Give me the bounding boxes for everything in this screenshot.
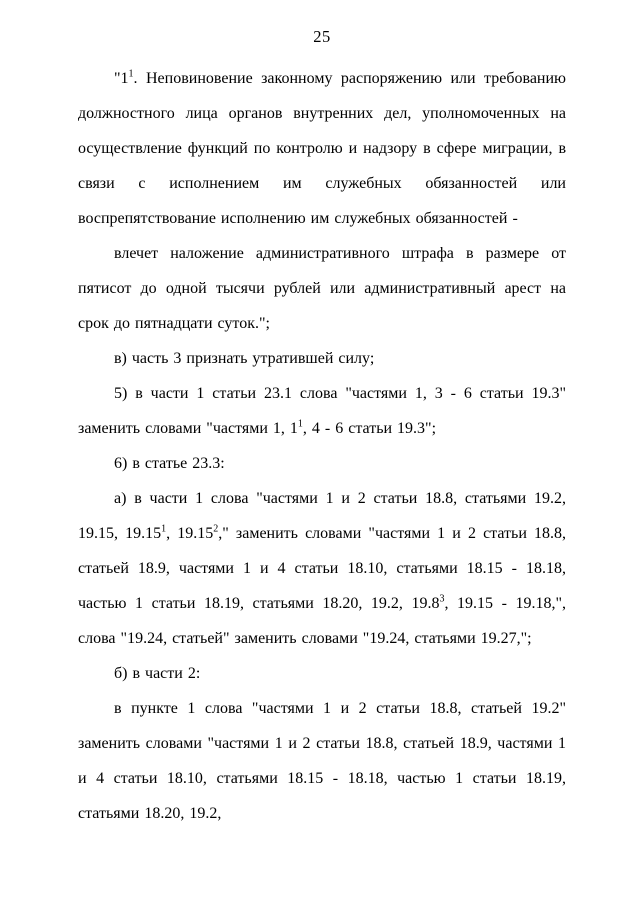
text-run: в пункте 1 слова "частями 1 и 2 статьи 18.8, статьей 19.2" заменить словами "частями 1 и 2 статьи 18.8, статьей 18.9, частями 1 и 4 статьи 18.10, статьями 18.15 - 18.18, частью 1 статьи 18.19, статьями 18.20, 19.2, bbox=[78, 700, 566, 822]
paragraph bbox=[78, 446, 566, 481]
document-body bbox=[78, 61, 566, 831]
text-run: , 19.15 - 19.18,", слова "19.24, статьей" заменить словами "19.24, статьями 19.27,"; bbox=[78, 595, 566, 647]
paragraph bbox=[78, 341, 566, 376]
text-run: а) в части 1 слова "частями 1 и 2 статьи 18.8, статьями 19.2, 19.15, 19.15 bbox=[78, 490, 566, 542]
text-run: 5) в части 1 статьи 23.1 слова "частями 1, 3 - 6 статьи 19.3" заменить словами "частями 1, 1 bbox=[78, 385, 566, 437]
text-run: влечет наложение административного штрафа в размере от пятисот до одной тысячи рублей или административный арест на срок до пятнадцати суток."; bbox=[78, 245, 566, 332]
superscript: 3 bbox=[439, 593, 445, 605]
paragraph bbox=[78, 656, 566, 691]
paragraph bbox=[78, 61, 566, 236]
paragraph bbox=[78, 236, 566, 341]
paragraph bbox=[78, 481, 566, 656]
text-run: , 19.15 bbox=[166, 525, 214, 542]
text-run: в) часть 3 признать утратившей силу; bbox=[114, 350, 375, 367]
text-run: б) в части 2: bbox=[114, 665, 201, 682]
paragraph bbox=[78, 691, 566, 831]
text-run: ," заменить словами "частями 1 и 2 статьи 18.8, статьей 18.9, частями 1 и 4 статьи 18.10, статьями 18.15 - 18.18, частью 1 статьи 18.19, статьями 18.20, 19.2, 19.8 bbox=[78, 525, 567, 612]
text-run: "1 bbox=[114, 70, 129, 87]
paragraph bbox=[78, 376, 566, 446]
text-run: . Неповиновение законному распоряжению или требованию должностного лица органов внутренних дел, уполномоченных на осуществление функций по контролю и надзору в сфере миграции, в связи с исполнением им служебных обязанностей или воспрепятствование исполнению им служебных обязанностей - bbox=[78, 70, 566, 227]
superscript: 1 bbox=[161, 523, 167, 535]
superscript: 2 bbox=[213, 523, 219, 535]
page-number: 25 bbox=[313, 27, 331, 46]
text-run: , 4 - 6 статьи 19.3"; bbox=[302, 420, 437, 437]
superscript: 1 bbox=[128, 68, 134, 80]
text-run: 6) в статье 23.3: bbox=[114, 455, 225, 472]
superscript: 1 bbox=[297, 418, 303, 430]
